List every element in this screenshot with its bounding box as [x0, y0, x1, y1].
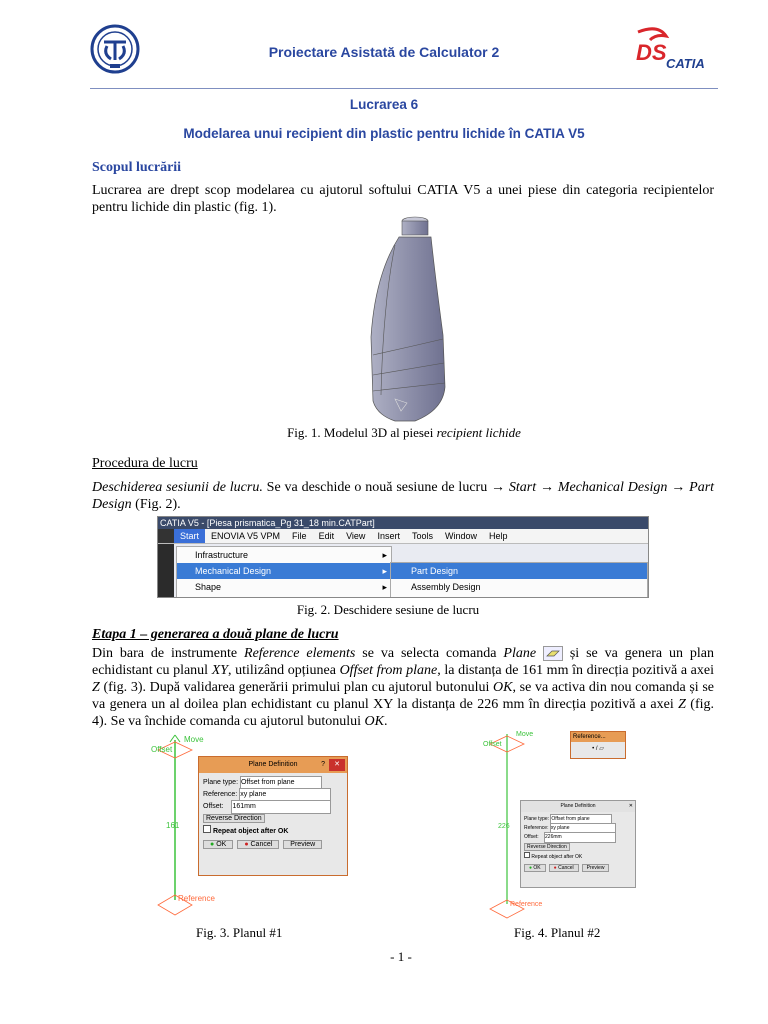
- menu-help[interactable]: Help: [488, 531, 508, 541]
- reference-field[interactable]: xy plane: [550, 823, 616, 834]
- plane-type-select[interactable]: Offset from plane: [550, 814, 612, 825]
- submenu-infrastructure[interactable]: Infrastructure ▸: [195, 550, 387, 560]
- cancel-button[interactable]: ● Cancel: [237, 840, 279, 849]
- header-divider: [90, 88, 718, 89]
- repeat-checkbox[interactable]: [524, 852, 530, 858]
- fig3-caption: Fig. 3. Planul #1: [196, 925, 283, 940]
- preview-button[interactable]: Preview: [582, 864, 610, 872]
- cancel-button[interactable]: ● Cancel: [549, 864, 579, 872]
- reverse-direction-button[interactable]: Reverse Direction: [203, 814, 265, 823]
- dim-label: 161: [166, 821, 180, 830]
- reference-tag: Reference: [510, 901, 543, 908]
- lab-number: Lucrarea 6: [349, 97, 419, 112]
- catia-logo: [628, 22, 716, 74]
- fig2-caption: Fig. 2. Deschidere sesiune de lucru: [296, 602, 480, 617]
- menu-tools[interactable]: Tools: [411, 531, 433, 541]
- submenu-mechanical-design[interactable]: Mechanical Design ▸: [177, 563, 391, 579]
- plane-type-select[interactable]: Offset from plane: [240, 776, 322, 790]
- close-icon[interactable]: ✕: [329, 759, 345, 771]
- offset-field[interactable]: 226mm: [544, 832, 616, 843]
- close-icon[interactable]: ✕: [628, 803, 633, 809]
- svg-text:DS: DS: [636, 40, 667, 65]
- window-title: CATIA V5 - [Piesa prismatica_Pg 31_18 min.CATPart]: [158, 517, 648, 529]
- reverse-direction-button[interactable]: Reverse Direction: [524, 843, 570, 851]
- fig1-caption: Fig. 1. Modelul 3D al piesei recipient lichide: [287, 425, 521, 440]
- menu-view[interactable]: View: [346, 531, 366, 541]
- submenu-assembly-design[interactable]: Assembly Design: [411, 582, 481, 592]
- stage1-text: Din bara de instrumente Reference elements se va selecta comanda Plane și se va genera un plan echidistant cu planul XY, utilizând opțiunea Offset from plane, la distanța de 161 mm în direcția pozitivă a axei Z (fig. 3). După validarea generării primului plan cu ajutorul butonului OK, se va activa din nou comanda și se va genera un al doilea plan echidistant cu planul XY la distanța de 226 mm în direcția pozitivă a axei Z (fig. 4). Se va închide comanda cu ajutorul butonului OK.: [92, 646, 715, 729]
- offset-tag: Offset: [151, 745, 173, 754]
- menu-insert[interactable]: Insert: [377, 531, 400, 541]
- procedure-heading: Procedura de lucru: [92, 456, 198, 471]
- fig4-plane-definition-dialog: Plane Definition ✕ Plane type: Offset from plane Reference: xy plane Offset: 226mm Reverse Direction Repeat object after OK ● OK ● Cancel Preview: [520, 800, 636, 888]
- submenu-part-design[interactable]: Part Design: [391, 563, 647, 579]
- catia-logo-text: CATIA: [666, 56, 705, 71]
- bottle-3d-model: [355, 215, 455, 425]
- dialog-titlebar: Plane Definition ? ✕: [199, 757, 347, 773]
- toolbar-icons[interactable]: • / ▱: [592, 746, 604, 752]
- plane-icon: [543, 646, 563, 661]
- menu-start[interactable]: Start: [174, 529, 205, 543]
- ok-button[interactable]: ● OK: [203, 840, 233, 849]
- offset-tag: Offset: [483, 741, 502, 748]
- menu-edit[interactable]: Edit: [318, 531, 335, 541]
- dialog-titlebar: Plane Definition ✕: [521, 801, 635, 812]
- reference-elements-toolbar: Reference... • / ▱: [570, 731, 626, 759]
- menu-bar: [158, 529, 648, 544]
- lab-title: Modelarea unui recipient din plastic pentru lichide în CATIA V5: [183, 126, 585, 141]
- reference-tag: Reference: [178, 894, 215, 903]
- stage1-heading: Etapa 1 – generarea a două plane de lucru: [92, 627, 339, 642]
- move-label: Move: [184, 735, 204, 744]
- page-number: - 1 -: [390, 949, 412, 964]
- fig4-caption: Fig. 4. Planul #2: [514, 925, 601, 940]
- move-label: Move: [516, 731, 534, 738]
- menu-enovia[interactable]: ENOVIA V5 VPM: [211, 531, 281, 541]
- ok-button[interactable]: ● OK: [524, 864, 546, 872]
- fig2-screenshot: [157, 516, 649, 598]
- scope-heading: Scopul lucrării: [92, 160, 182, 175]
- preview-button[interactable]: Preview: [283, 840, 322, 849]
- menu-window[interactable]: Window: [444, 531, 477, 541]
- offset-field[interactable]: 161mm: [231, 800, 331, 814]
- scope-text: Lucrarea are drept scop modelarea cu ajutorul softului CATIA V5 a unei piese din categoria recipientelor pentru lichide din plastic (fig. 1).: [92, 183, 714, 215]
- menu-file[interactable]: File: [292, 531, 307, 541]
- reference-field[interactable]: xy plane: [239, 788, 331, 802]
- procedure-text: Deschiderea sesiunii de lucru. Se va deschide o nouă sesiune de lucru → Start → Mechanical Design → Part Design (Fig. 2).: [92, 480, 715, 512]
- repeat-checkbox[interactable]: [203, 825, 211, 833]
- submenu-shape[interactable]: Shape ▸: [195, 582, 387, 592]
- header-title: Proiectare Asistată de Calculator 2: [268, 44, 500, 60]
- fig3-plane-definition-dialog: Plane Definition ? ✕ Plane type: Offset from plane Reference: xy plane Offset: 161mm Reverse Direction Repeat object after OK ● OK ● Cancel Preview: [198, 756, 348, 876]
- dim-label: 226: [498, 823, 510, 830]
